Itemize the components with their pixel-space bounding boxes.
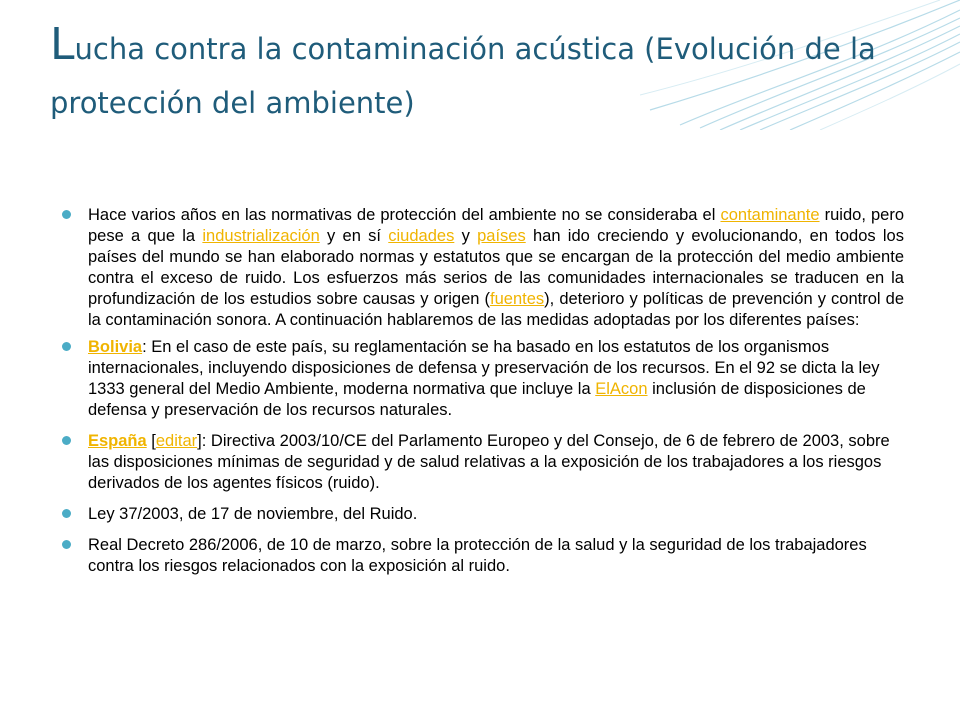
title-text: ucha contra la contaminación acústica (Evolución de la protección del ambiente) bbox=[50, 32, 876, 120]
intro-text-3: y en sí bbox=[319, 227, 389, 245]
intro-text-1: Hace varios años en las normativas de protección del ambiente no se consideraba el bbox=[88, 206, 721, 224]
link-editar[interactable]: editar bbox=[155, 432, 198, 450]
bullet-icon bbox=[62, 436, 71, 445]
bullet-icon bbox=[62, 540, 71, 549]
espana-text-1: [ bbox=[146, 432, 156, 450]
link-elacon[interactable]: ElAcon bbox=[595, 380, 648, 398]
decreto-text: Real Decreto 286/2006, de 10 de marzo, sobre la protección de la salud y la seguridad de los trabajadores contra los riesgos relacionados con la exposición al ruido. bbox=[88, 536, 867, 575]
list-item-bolivia bbox=[62, 337, 904, 421]
intro-text-6: ), deterioro y políticas de prevención y control de la contaminación sonora. A continuación hablaremos de las medidas adoptadas por los diferentes países: bbox=[88, 290, 905, 329]
list-item-intro bbox=[62, 205, 904, 331]
list-item-decreto bbox=[62, 535, 904, 577]
bullet-list bbox=[62, 205, 904, 587]
intro-text-5: han ido creciendo y evolucionando, en todos los países del mundo se han elaborado normas y estatutos que se encargan de la protección del medio ambiente contra el exceso de ruido. Los esfuerzos más serios de las comunidades internacionales se traducen en la profundización de los estudios sobre causas y origen ( bbox=[88, 227, 904, 308]
link-ciudades[interactable]: ciudades bbox=[388, 227, 455, 245]
bullet-icon bbox=[62, 210, 71, 219]
link-paises[interactable]: países bbox=[477, 227, 526, 245]
ley-text: Ley 37/2003, de 17 de noviembre, del Ruido. bbox=[88, 505, 418, 523]
link-fuentes[interactable]: fuentes bbox=[490, 290, 545, 308]
bolivia-text-2: inclusión de disposiciones de defensa y preservación de los recursos naturales. bbox=[88, 380, 866, 419]
bullet-icon bbox=[62, 509, 71, 518]
title-initial: L bbox=[50, 19, 75, 70]
list-item-ley bbox=[62, 504, 904, 525]
list-item-espana bbox=[62, 431, 904, 494]
link-bolivia[interactable]: Bolivia bbox=[88, 338, 143, 356]
espana-text-2: ]: Directiva 2003/10/CE del Parlamento Europeo y del Consejo, de 6 de febrero de 2003, sobre las disposiciones mínimas de seguridad y de salud relativas a la exposición de los trabajadores a los riesgos derivados de los agentes físicos (ruido). bbox=[88, 432, 890, 492]
bullet-icon bbox=[62, 342, 71, 351]
intro-text-2: ruido, pero pese a que la bbox=[88, 206, 905, 245]
slide-title bbox=[50, 18, 910, 130]
link-espana[interactable]: España bbox=[88, 432, 147, 450]
link-industrializacion[interactable]: industrialización bbox=[202, 227, 320, 245]
intro-text-4: y bbox=[454, 227, 478, 245]
bolivia-text-1: : En el caso de este país, su reglamentación se ha basado en los estatutos de los organismos internacionales, incluyendo disposiciones de defensa y preservación de los recursos. En el 92 se dicta la ley 1333 general del Medio Ambiente, moderna normativa que incluye la bbox=[88, 338, 880, 398]
link-contaminante[interactable]: contaminante bbox=[720, 206, 820, 224]
